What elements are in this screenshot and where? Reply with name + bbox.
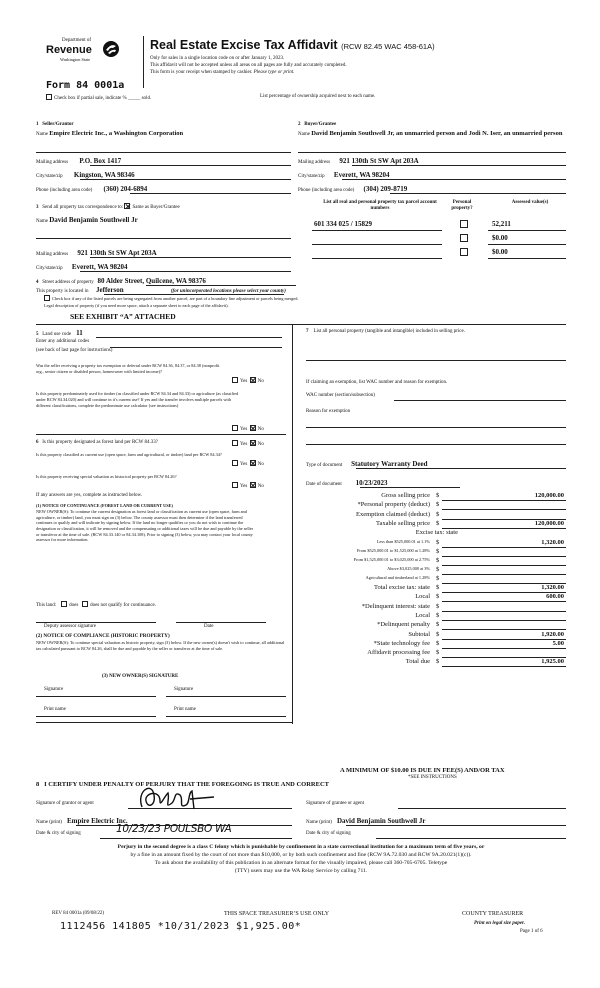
note-3: This form is your receipt when stamped by cashier. Please type or print. <box>150 70 295 75</box>
new-owner-print-2: Print name <box>174 707 196 712</box>
additional-codes: Enter any additional codes <box>36 339 90 344</box>
tax-line-label: *Delinquent interest: state <box>361 602 430 610</box>
seller-name[interactable]: Empire Electric Inc., a Washington Corporation <box>49 130 184 137</box>
tax-line-label: Total due <box>405 658 430 666</box>
seller-phone: Phone (including area code) (360) 204-6894 <box>36 185 148 193</box>
land-qualify: This land: does does not qualify for continuance. <box>36 603 157 608</box>
parcel-col-numbers: List all real and personal property tax parcel account numbers <box>323 200 437 211</box>
dollar-sign: $ <box>436 565 440 573</box>
land-use-code: 5 Land use code 11 <box>36 329 83 337</box>
section3-mail: Mailing address 921 130th St SW Apt 203A <box>36 249 157 257</box>
perjury-notice: Perjury in the second degree is a class C felony which is punishable by confinement in a state correctional institution for a maximum term of five years, or by a fine in an amount fixed by the court of not more than $10,000, or by both such confinement and fine (RCW 9A.72.030 and RCW 9A.20.021(1)(c)). To ask about the availability of this publication in an alternate format for the visually impaired, please call 360-705-6705. Teletype (TTY) users may use the WA Relay Service by calling 711. <box>117 844 485 875</box>
tax-amount-line <box>442 500 566 501</box>
legal-description-label: Legal description of property (if you need more space, attach a separate sheet to each page of the affidavit). <box>44 303 229 308</box>
tax-line-label: Total excise tax: state <box>373 584 430 591</box>
notice-continuance-title: (1) NOTICE OF CONTINUANCE (FOREST LAND OR CURRENT USE) <box>36 503 173 508</box>
new-owner-signature-title: (3) NEW OWNER(S) SIGNATURE <box>102 674 179 679</box>
grantee-date-city: Date & city of signing <box>306 831 351 836</box>
tax-amount-line <box>442 639 566 640</box>
section3-name: Name David Benjamin Southwell Jr <box>36 216 138 224</box>
claiming-exemption: If claiming an exemption, list WAC number and reason for exemption. <box>306 380 448 385</box>
section3-city: City/state/zip Everett, WA 98204 <box>36 263 128 271</box>
seller-heading: 1 Seller/Grantor <box>36 122 74 127</box>
dollar-sign: $ <box>436 658 440 666</box>
current-use-question: Is this property classified as current use (open space, farm and agricultural, or timber) land per RCW 84.34? <box>36 452 222 457</box>
grantor-date-city-value[interactable]: 10/23/23 POULSBO WA <box>116 823 232 835</box>
buyer-mail: Mailing address 921 130th St SW Apt 203A <box>298 157 419 165</box>
tax-amount-line <box>442 509 566 510</box>
seller-section: 1 Seller/Grantor Name Empire Electric Inc., a Washington Corporation <box>36 122 291 138</box>
tax-amount-line <box>442 547 566 548</box>
tax-bracket-label: Less than $525,000.01 at 1.1% <box>376 538 430 544</box>
tax-line-label: Gross selling price <box>381 492 430 499</box>
tax-line-label: Local <box>415 611 430 619</box>
dept-state: Washington State <box>60 57 91 62</box>
parcel-row: $0.00 <box>312 248 568 260</box>
grantor-date-city: Date & city of signing <box>36 831 81 836</box>
forest-question: 6 Is this property designated as forest land per RCW 84.33? <box>36 440 158 445</box>
dollar-sign: $ <box>436 584 440 591</box>
tax-amount-line <box>442 574 566 575</box>
dollar-sign: $ <box>436 547 440 555</box>
exemption-yes-no: Yes No <box>232 377 264 385</box>
tax-bracket-label: Above $3,025,000 at 3% <box>387 565 430 571</box>
parcel-row: $0.00 <box>312 234 568 246</box>
buyer-name[interactable]: David Benjamin Southwell Jr, an unmarried person and Jodi N. Iser, an unmarried person <box>311 130 563 137</box>
dollar-sign: $ <box>436 519 440 527</box>
tax-line-label: *Delinquent penalty <box>377 621 430 629</box>
partial-sale: Check box if partial sale, indicate % _____ sold. <box>46 94 151 102</box>
personal-property-checkbox[interactable] <box>460 220 468 228</box>
tax-amount[interactable]: 1,320.00 <box>541 584 564 591</box>
dollar-sign: $ <box>436 510 440 518</box>
minimum-fee-note: A MINIMUM OF $10.00 IS DUE IN FEE(S) AND/OR TAX <box>340 767 505 774</box>
timber-question: Is this property predominately used for timber (as classified under RCW 84.34 and 84.33) or agriculture (as classified under RCW 84.34.020) and will continue in it's current use? If yes and the transfer involves multiple parcels with different classifications, complete the predominate use calculator (see instructions) <box>36 391 239 408</box>
dollar-sign: $ <box>436 501 440 509</box>
tax-line-label: Local <box>415 593 430 601</box>
personal-property-checkbox[interactable] <box>460 234 468 242</box>
document-type: Type of document Statutory Warranty Deed <box>306 460 428 468</box>
tax-amount-line <box>442 666 566 667</box>
if-yes-note: If any answers are yes, complete as instructed below. <box>36 493 143 498</box>
reason-exemption: Reason for exemption <box>306 409 351 414</box>
new-owner-signature-1: Signature <box>44 687 64 692</box>
segregated-checkbox[interactable] <box>44 295 50 301</box>
form-title: Real Estate Excise Tax Affidavit (RCW 82.45 WAC 458-61A) <box>150 38 435 52</box>
tax-line-label: *Personal property (deduct) <box>357 501 430 509</box>
property-street: 4 Street address of property 80 Alder Street, Quilcene, WA 98376 <box>36 277 206 285</box>
dollar-sign: $ <box>436 538 440 546</box>
tax-amount-line <box>442 601 566 602</box>
tax-line-label: Taxable selling price <box>375 519 430 527</box>
dept-name: Revenue <box>46 44 92 56</box>
see-back: (see back of last page for instructions) <box>36 348 113 353</box>
tax-bracket-label: From $525,000.01 to $1,525,000 at 1.28% <box>356 547 430 553</box>
forest-yes-no: Yes No <box>232 440 264 448</box>
grantee-name-print: Name (print) David Benjamin Southwell Jr <box>306 817 426 825</box>
personal-property-list: 7 List all personal property (tangible and intangible) included in selling price. <box>306 329 465 334</box>
dollar-sign: $ <box>436 593 440 601</box>
dollar-sign: $ <box>436 630 440 638</box>
buyer-section: 2 Buyer/Grantee Name David Benjamin Southwell Jr, an unmarried person and Jodi N. Iser, an unmarried person <box>298 122 563 137</box>
see-instructions: *SEE INSTRUCTIONS <box>408 775 457 780</box>
tax-amount[interactable]: 120,000.00 <box>534 492 564 499</box>
grantee-signature-label: Signature of grantee or agent <box>306 801 365 806</box>
wac-number: WAC number (section/subsection) <box>306 393 375 398</box>
dollar-sign: $ <box>436 621 440 629</box>
tax-amount-line <box>442 556 566 557</box>
dollar-sign: $ <box>436 639 440 647</box>
page-number: Page 1 of 6 <box>520 929 543 934</box>
dollar-sign: $ <box>436 492 440 499</box>
print-legal: Print on legal size paper. <box>474 921 525 926</box>
same-as-buyer-checkbox[interactable] <box>124 203 130 209</box>
partial-sale-checkbox[interactable] <box>46 94 52 100</box>
dollar-sign: $ <box>436 556 440 564</box>
exhibit-note: SEE EXHIBIT “A” ATTACHED <box>70 312 176 321</box>
tax-bracket-label: Agricultural and timberland at 1.28% <box>365 574 430 580</box>
dollar-sign: $ <box>436 611 440 619</box>
tax-line-label: Affidavit processing fee <box>367 649 430 657</box>
tax-amount-line <box>442 611 566 612</box>
dollar-sign: $ <box>436 574 440 582</box>
historic-question: Is this property receiving special valuation as historical property per RCW 84.26? <box>36 474 177 479</box>
tax-amount[interactable]: 120,000.00 <box>534 519 564 527</box>
seller-mail: Mailing address P.O. Box 1417 <box>36 157 122 165</box>
tax-amount[interactable]: 1,925.00 <box>541 658 564 666</box>
county-treasurer: COUNTY TREASURER <box>462 911 524 917</box>
tax-bracket-label: From $1,525,000.01 to $3,025,000 at 2.75% <box>353 556 430 562</box>
deputy-signature-label: Deputy assessor signature <box>44 624 96 629</box>
tax-amount-line <box>442 528 566 529</box>
tax-line-label: Exemption claimed (deduct) <box>355 510 430 518</box>
note-1: Only for sales in a single location code on or after January 1, 2023. <box>150 56 285 61</box>
certify-statement: 8 I CERTIFY UNDER PENALTY OF PERJURY THAT THE FOREGOING IS TRUE AND CORRECT <box>36 781 329 788</box>
parcel-col-assessed: Assessed value(s) <box>511 200 549 205</box>
buyer-phone: Phone (including area code) (304) 209-8719 <box>298 185 408 193</box>
ownership-note: List percentage of ownership acquired next to each name. <box>260 94 376 99</box>
dollar-sign: $ <box>436 649 440 657</box>
tax-amount-line <box>442 648 566 649</box>
tax-amount[interactable]: 5.00 <box>552 639 564 647</box>
excise-tax-label: Excise tax: state <box>415 529 458 537</box>
wa-logo-icon <box>102 40 120 58</box>
tax-line-label: Subtotal <box>408 630 430 638</box>
exemption-question: Was the seller receiving a property tax exemption or deferral under RCW 84.36, 84.37, or 84.38 (nonprofit org., senior citizen or disabled person, homeowner with limited income)? <box>36 363 220 374</box>
tax-amount[interactable]: 1,320.00 <box>541 538 564 546</box>
tax-line-label: *State technology fee <box>373 639 430 647</box>
grantor-name-print: Name (print) Empire Electric Inc. <box>36 817 128 825</box>
tax-amount-line <box>442 620 566 621</box>
treasurer-use: THIS SPACE TREASURER’S USE ONLY <box>224 911 330 917</box>
current-use-yes-no: Yes No <box>232 460 264 468</box>
buyer-city: City/state/zip Everett, WA 98204 <box>298 171 390 179</box>
note-2: This affidavit will not be accepted unless all areas on all pages are fully and accurately completed. <box>150 63 347 68</box>
parcel-row: 601 334 025 / 15829 52,211 <box>312 220 568 232</box>
form-number: Form 84 0001a <box>46 80 125 91</box>
new-owner-print-1: Print name <box>44 707 66 712</box>
property-county: This property is located in Jefferson (for unincorporated locations please select your county) <box>36 286 286 294</box>
section3-correspondence: 3 Send all property tax correspondence to: Same as Buyer/Grantee <box>36 205 180 210</box>
timber-yes-no: Yes No <box>232 425 264 433</box>
notice-continuance-body: NEW OWNER(S): To continue the current designation as forest land or classification as current use (open space, farm and agriculture, or timber) land, you must sign on (3) below. The county assessor must then determine if the land transferred continues to qualify and will indicate by signing below. If the land no longer qualifies or you do not wish to continue the designation or classification, it will be removed and the compensating or additional taxes will be due and payable by the seller or transferor at the time of sale. (RCW 84.33.140 or 84.34.108). Prior to signing (3) below, you may contact your local county assessor for more information. <box>36 509 254 543</box>
seller-city: City/state/zip Kingston, WA 98346 <box>36 171 135 179</box>
historic-yes-no: Yes No <box>232 482 264 490</box>
tax-amount-line <box>442 565 566 566</box>
grantor-signature-label: Signature of grantor or agent <box>36 801 94 806</box>
personal-property-checkbox[interactable] <box>460 248 468 256</box>
notice-compliance-body: NEW OWNER(S): To continue special valuation as historic property, sign (3) below. If the new owner(s) doesn't wish to continue, all additional tax calculated pursuant to RCW 84.26, shall be due and payable by the seller or transferor at the time of sale. <box>36 640 285 651</box>
form-revision: REV 84 0001a (09/08/22) <box>52 911 104 916</box>
deputy-date-label: Date <box>204 624 214 629</box>
segregated-note: Check box if any of the listed parcels are being segregated from another parcel, are part of a boundary line adjustment or parcels being merged. <box>44 295 298 301</box>
tax-amount[interactable]: 1,920.00 <box>541 630 564 638</box>
revenue-logo <box>44 38 124 68</box>
receipt-stamp: 1112456 141805 *10/31/2023 $1,925.00* <box>60 921 302 932</box>
dollar-sign: $ <box>436 602 440 610</box>
new-owner-signature-2: Signature <box>174 687 194 692</box>
tax-amount[interactable]: 600.00 <box>546 593 564 601</box>
document-date: Date of document 10/23/2023 <box>306 479 388 487</box>
grantor-signature[interactable] <box>134 783 224 813</box>
parcel-col-personal: Personal property? <box>451 200 473 211</box>
dept-line: Department of <box>62 38 92 43</box>
notice-compliance-title: (2) NOTICE OF COMPLIANCE (HISTORIC PROPERTY) <box>36 633 170 639</box>
